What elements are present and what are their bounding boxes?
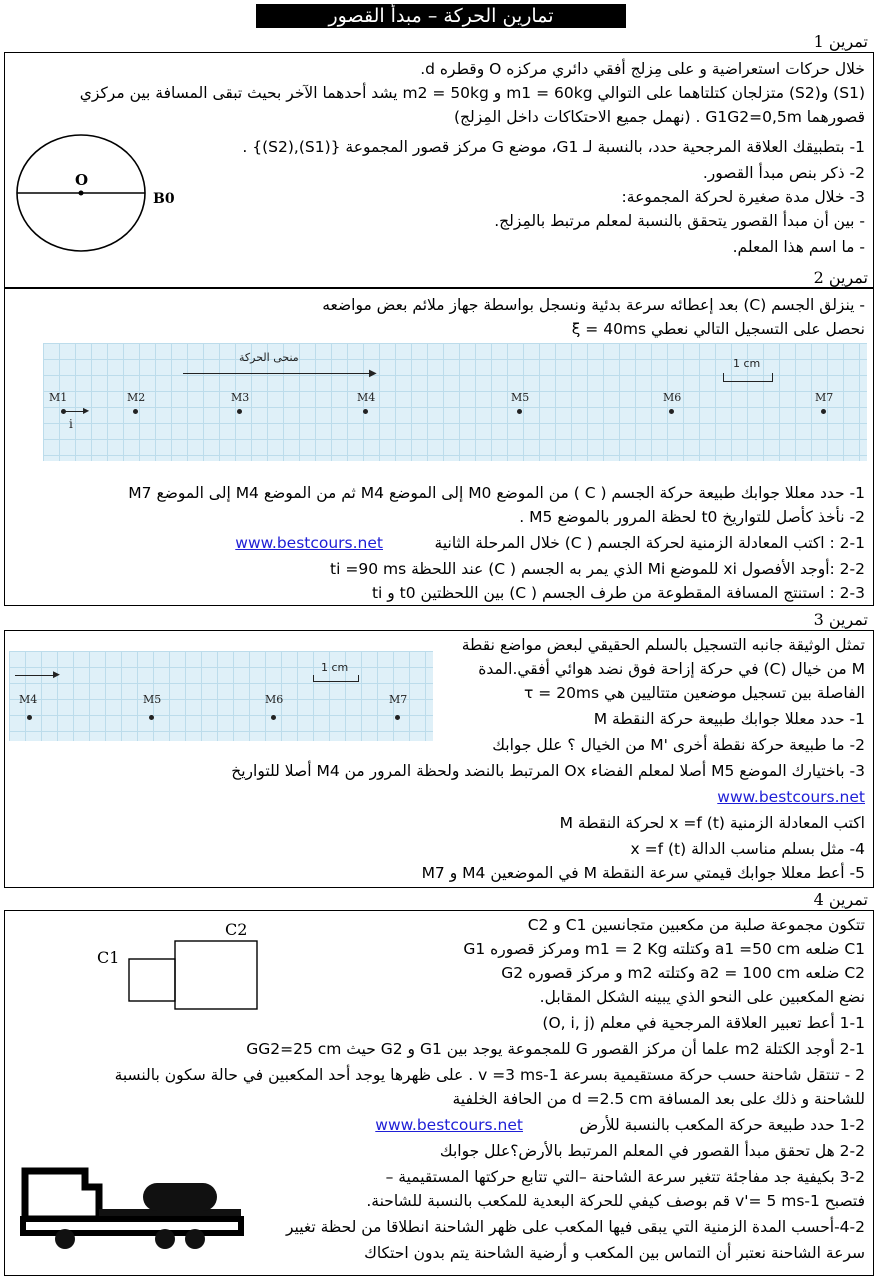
ex2-line: 2-1 : اكتب المعادلة الزمنية لحركة الجسم ( C) خلال المرحلة الثانية — [434, 534, 865, 552]
recorded-point — [821, 409, 826, 414]
scale-label: 1 cm — [733, 357, 761, 370]
ex4-line: 2 - تنتقل شاحنة حسب حركة مستقيمية بسرعة v =3 ms-1 . على ظهرها يوجد أحد المكعبين في حالة سكون بالنسبة — [114, 1066, 865, 1084]
exercise-1-box — [4, 52, 874, 288]
ex1-line: (S1) و(S2) متزلجان كتلتاهما على التوالي m1 = 60kg و m2 = 50kg يشد أحدهما الآخر بحيث تبقى المسافة بين مركزي — [79, 84, 865, 102]
ex2-line: نحصل على التسجيل التالي نعطي ξ = 40ms — [571, 320, 865, 338]
ex4-line: C1 ضلعه a1 =50 cm وكتلته m1 = 2 Kg ومركز قصوره G1 — [463, 940, 865, 958]
ex1-line: 2- ذكر بنص مبدأ القصور. — [702, 164, 865, 182]
ex3-line: 2- ما طبيعة حركة نقطة أخرى 'M من الخيال ؟ علل جوابك — [492, 736, 865, 754]
point-label: B0 — [153, 191, 175, 207]
exercise-2-label: تمرين 2 — [813, 268, 868, 287]
ex2-line: 2-2 :أوجد الأفصول xi للموضع Mi الذي يمر به الجسم ( C) عند اللحظة ti =90 ms — [330, 560, 865, 578]
ex2-line: 2-3 : استنتج المسافة المقطوعة من طرف الجسم ( C) بين اللحظتين t0 و ti — [371, 584, 865, 602]
ex3-line: 3- باختيارك الموضع M5 أصلا لمعلم الفضاء Ox المرتبط بالنضد ولحظة المرور من M4 أصلا للتواريخ — [231, 762, 865, 780]
ex3-line: الفاصلة بين تسجيل موضعين متتاليين هي τ = 20ms — [524, 684, 865, 702]
website-link[interactable]: www.bestcours.net — [375, 1116, 523, 1134]
ex3-line: 1- حدد معللا جوابك طبيعة حركة النقطة M — [593, 710, 865, 728]
point-label: M4 — [357, 391, 376, 404]
recording-strip: ▶ منحى الحركة 1 cm M1 M2 M3 M4 M5 M6 M7 ▶ i — [43, 343, 867, 461]
ex4-line: نضع المكعبين على النحو الذي يبينه الشكل المقابل. — [539, 988, 865, 1006]
point-label: M5 — [143, 693, 162, 706]
point-label: M5 — [511, 391, 530, 404]
ex4-line: 2-2 هل تحقق مبدأ القصور في المعلم المرتبط بالأرض؟علل جوابك — [439, 1142, 865, 1160]
ex3-line: 5- أعط معللا جوابك قيمتي سرعة النقطة M في الموضعين M4 و M7 — [421, 864, 865, 882]
ex1-line: 3- خلال مدة صغيرة لحركة المجموعة: — [621, 188, 865, 206]
ex3-line: M من خيال (C) في حركة إزاحة فوق نضد هوائي أفقي.المدة — [478, 660, 865, 678]
website-link[interactable]: www.bestcours.net — [717, 788, 865, 806]
ex2-line: 1- حدد معللا جوابك طبيعة حركة الجسم ( C ) من الموضع M0 إلى الموضع M4 ثم من الموضع M4 إلى الموضع M7 — [128, 484, 865, 502]
point-label: M1 — [49, 391, 68, 404]
ex4-line: 1-1 أعط تعبير العلاقة المرجحية في معلم (O, i, j) — [542, 1014, 865, 1032]
ex4-line: 1-2 حدد طبيعة حركة المكعب بالنسبة للأرض — [579, 1116, 865, 1134]
ex4-line: 2-1 أوجد الكتلة m2 علما أن مركز القصور G للمجموعة يوجد بين G1 و G2 حيث GG2=25 cm — [246, 1040, 865, 1058]
rink-circle-figure — [13, 133, 193, 257]
recording-strip-3: ▶ 1 cm M4 M5 M6 M7 — [9, 651, 433, 741]
point-label: M6 — [265, 693, 284, 706]
ex4-line: 3-2 بكيفية جد مفاجئة تتغير سرعة الشاحنة –التي تتابع حركتها المستقيمية – — [385, 1168, 865, 1186]
cubes-figure — [89, 913, 269, 1013]
unit-vector-label: i — [69, 417, 73, 431]
recorded-point — [149, 715, 154, 720]
ex4-line: سرعة الشاحنة نعتبر أن التماس بين المكعب و أرضية الشاحنة يتم بدون احتكاك — [364, 1244, 865, 1262]
ex1-line: - بين أن مبدأ القصور يتحقق بالنسبة لمعلم مرتبط بالمِزلج. — [494, 212, 865, 230]
point-label: M3 — [231, 391, 250, 404]
direction-arrow — [15, 675, 55, 676]
cube-c2-label: C2 — [225, 920, 248, 939]
recorded-point — [669, 409, 674, 414]
ex1-line: 1- بتطبيقك العلاقة المرجحية حدد، بالنسبة لـ G1، موضع G مركز قصور المجموعة {(S1),(S2)} . — [242, 138, 865, 156]
point-label: M4 — [19, 693, 38, 706]
scale-label: 1 cm — [321, 661, 349, 674]
ex4-line: C2 ضلعه a2 = 100 cm وكتلته m2 و مركز قصوره G2 — [501, 964, 865, 982]
ex2-line: 2- نأخذ كأصل للتواريخ t0 لحظة المرور بالموضع M5 . — [519, 508, 865, 526]
scale-bar — [313, 675, 359, 682]
point-label: M7 — [389, 693, 408, 706]
ex2-line: - ينزلق الجسم (C) بعد إعطائه سرعة بدئية ونسجل بواسطة جهاز ملائم بعض مواضعه — [322, 296, 865, 314]
recorded-point — [395, 715, 400, 720]
unit-vector-arrow — [63, 411, 85, 412]
point-label: M2 — [127, 391, 146, 404]
recorded-point — [27, 715, 32, 720]
ex3-line: تمثل الوثيقة جانبه التسجيل بالسلم الحقيقي لبعض مواضع نقطة — [461, 636, 865, 654]
exercise-3-label: تمرين 3 — [813, 610, 868, 629]
exercise-4-label: تمرين 4 — [813, 890, 868, 909]
ex1-line: خلال حركات استعراضية و على مِزلج أفقي دائري مركزه O وقطره d. — [420, 60, 865, 78]
center-label: O — [75, 171, 89, 189]
point-label: M7 — [815, 391, 834, 404]
point-label: M6 — [663, 391, 682, 404]
motion-direction-arrow — [183, 373, 373, 374]
scale-bar — [723, 373, 773, 382]
website-link[interactable]: www.bestcours.net — [235, 534, 383, 552]
direction-label: منحى الحركة — [239, 351, 299, 364]
exercise-2-box — [4, 288, 874, 606]
exercise-3-box — [4, 630, 874, 888]
recorded-point — [237, 409, 242, 414]
ex3-line: اكتب المعادلة الزمنية x =f (t) لحركة النقطة M — [559, 814, 865, 832]
recorded-point — [271, 715, 276, 720]
recorded-point — [517, 409, 522, 414]
exercise-1-label: تمرين 1 — [813, 32, 868, 51]
ex4-line: فتصبح v'= 5 ms-1 قم بوصف كيفي للحركة البعدية للمكعب بالنسبة للشاحنة. — [366, 1192, 865, 1210]
ex4-line: 4-2-أحسب المدة الزمنية التي يبقى فيها المكعب على ظهر الشاحنة انطلاقا من لحظة تغيير — [285, 1218, 865, 1236]
page-title: تمارين الحركة – مبدأ القصور — [256, 4, 626, 28]
ex1-line: - ما اسم هذا المعلم. — [732, 238, 865, 256]
ex4-line: تتكون مجموعة صلبة من مكعبين متجانسين C1 و C2 — [527, 916, 865, 934]
recorded-point — [133, 409, 138, 414]
ex4-line: للشاحنة و ذلك على بعد المسافة d =2.5 cm من الحافة الخلفية — [452, 1090, 865, 1108]
recorded-point — [363, 409, 368, 414]
cube-c1-label: C1 — [97, 948, 120, 967]
truck-figure — [15, 1151, 255, 1271]
ex1-line: قصورهما G1G2=0,5m . (نهمل جميع الاحتكاكات داخل المِزلج) — [453, 108, 865, 126]
ex3-line: 4- مثل بسلم مناسب الدالة x =f (t) — [630, 840, 865, 858]
exercise-4-box — [4, 910, 874, 1276]
